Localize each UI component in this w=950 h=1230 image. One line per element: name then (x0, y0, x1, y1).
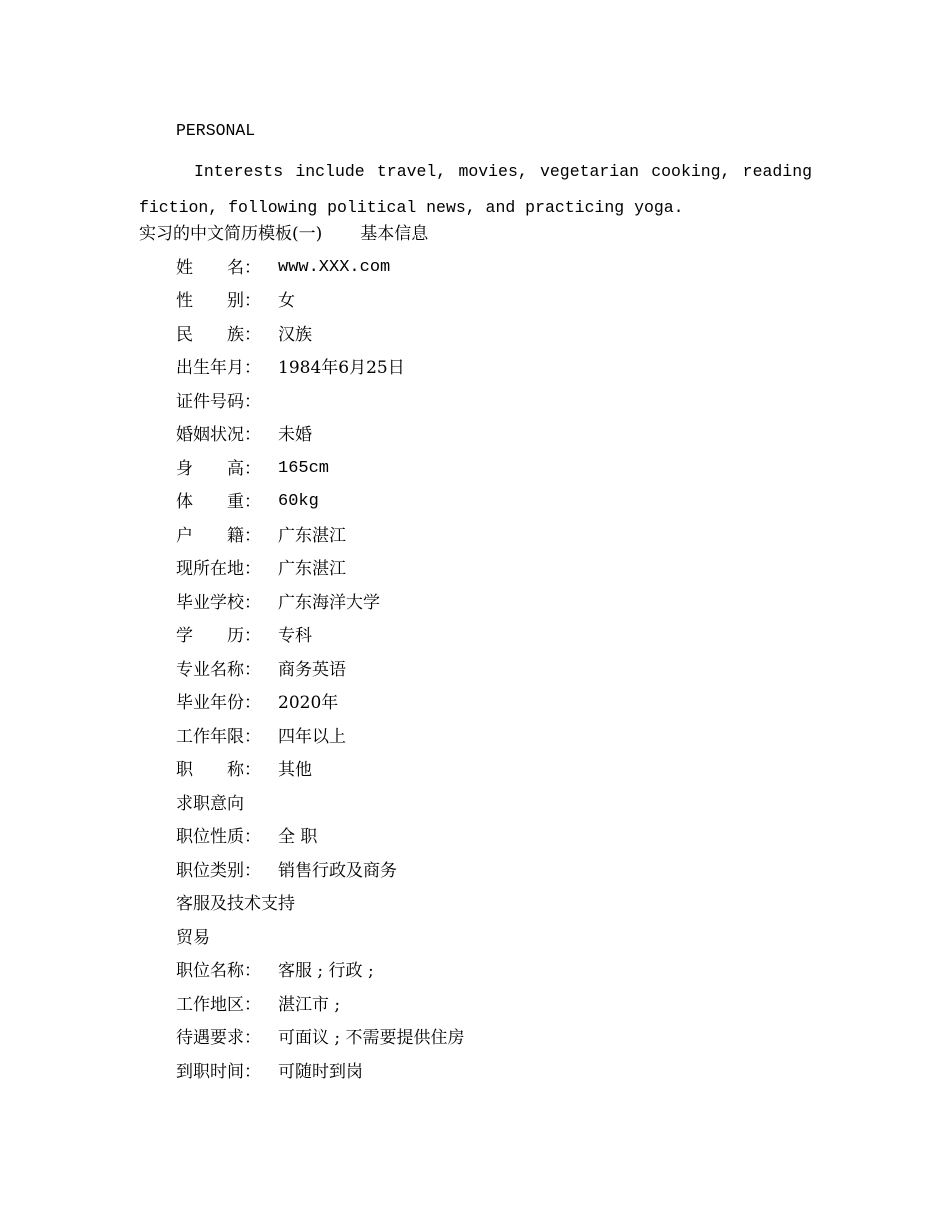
info-value: 商务英语 (278, 660, 346, 680)
info-label: 身 高： (176, 459, 261, 479)
info-value: 1984年6月25日 (278, 358, 405, 378)
info-label: 证件号码： (176, 392, 261, 412)
info-label: 姓 名： (176, 258, 261, 278)
info-label: 职 称： (176, 760, 261, 780)
info-value: 其他 (278, 760, 312, 780)
basic-info-heading: 基本信息 (360, 224, 429, 244)
intent-value: 全 职 (278, 827, 318, 847)
info-row-birth (176, 357, 405, 379)
info-label: 毕业学校： (176, 593, 261, 613)
info-row-name (176, 257, 390, 279)
info-value: 广东湛江 (278, 559, 346, 579)
intent-row-start-time (176, 1061, 363, 1083)
info-label: 民 族： (176, 325, 261, 345)
intent-row-salary (176, 1027, 465, 1049)
info-row-id-number (176, 391, 278, 413)
info-row-work-years (176, 726, 346, 748)
info-value: 2020年 (278, 693, 339, 713)
info-label: 婚姻状况： (176, 425, 261, 445)
info-value: 汉族 (278, 325, 312, 345)
info-label: 专业名称： (176, 660, 261, 680)
info-value: 165cm (278, 459, 330, 478)
resume-title-line (139, 223, 428, 245)
info-label: 毕业年份： (176, 693, 261, 713)
info-row-graduation-year (176, 692, 338, 714)
info-row-education (176, 625, 312, 647)
intent-row-category (176, 860, 397, 882)
info-label: 体 重： (176, 492, 261, 512)
info-row-location (176, 558, 346, 580)
info-row-hukou (176, 525, 346, 547)
intent-label: 工作地区： (176, 995, 261, 1015)
info-label: 性 别： (176, 291, 261, 311)
info-label: 户 籍： (176, 526, 261, 546)
intent-label: 职位类别： (176, 861, 261, 881)
intent-label: 职位名称： (176, 961, 261, 981)
info-value: 60kg (278, 492, 319, 511)
intent-row-position (176, 960, 374, 982)
info-value: www.XXX.com (278, 258, 391, 277)
intent-label: 职位性质： (176, 827, 261, 847)
personal-heading: PERSONAL (176, 121, 256, 140)
info-row-gender (176, 290, 295, 312)
info-value: 专科 (278, 626, 312, 646)
info-row-height (176, 458, 329, 480)
info-label: 学 历： (176, 626, 261, 646)
intent-value: 贸易 (176, 928, 210, 948)
intent-value: 可面议 ; 不需要提供住房 (278, 1028, 465, 1048)
info-label: 工作年限： (176, 727, 261, 747)
intent-value: 客服及技术支持 (176, 894, 295, 914)
info-label: 出生年月： (176, 358, 261, 378)
info-row-weight (176, 491, 319, 513)
intent-value: 湛江市 ; (278, 995, 341, 1015)
info-row-ethnicity (176, 324, 312, 346)
intent-value: 客服 ; 行政 ; (278, 961, 374, 981)
intent-heading: 求职意向 (176, 794, 244, 814)
resume-title: 实习的中文简历模板(一) (139, 224, 323, 244)
intent-label: 到职时间： (176, 1062, 261, 1082)
info-label: 现所在地： (176, 559, 261, 579)
info-value: 未婚 (278, 425, 312, 445)
intent-value: 销售行政及商务 (278, 861, 397, 881)
info-value: 四年以上 (278, 727, 346, 747)
intent-row-area (176, 994, 340, 1016)
interests-paragraph: Interests include travel, movies, vegetarian cooking, reading fiction, following political news, and practicing yoga. (139, 162, 812, 217)
info-row-school (176, 592, 380, 614)
intent-value: 可随时到岗 (278, 1062, 363, 1082)
intent-row-category-2 (176, 893, 295, 915)
info-row-major (176, 659, 346, 681)
intent-row-nature (176, 826, 317, 848)
info-value: 广东海洋大学 (278, 593, 380, 613)
intent-label: 待遇要求： (176, 1028, 261, 1048)
info-row-marital (176, 424, 312, 446)
intent-row-category-3 (176, 927, 210, 949)
info-row-title (176, 759, 312, 781)
info-value: 广东湛江 (278, 526, 346, 546)
info-value: 女 (278, 291, 295, 311)
